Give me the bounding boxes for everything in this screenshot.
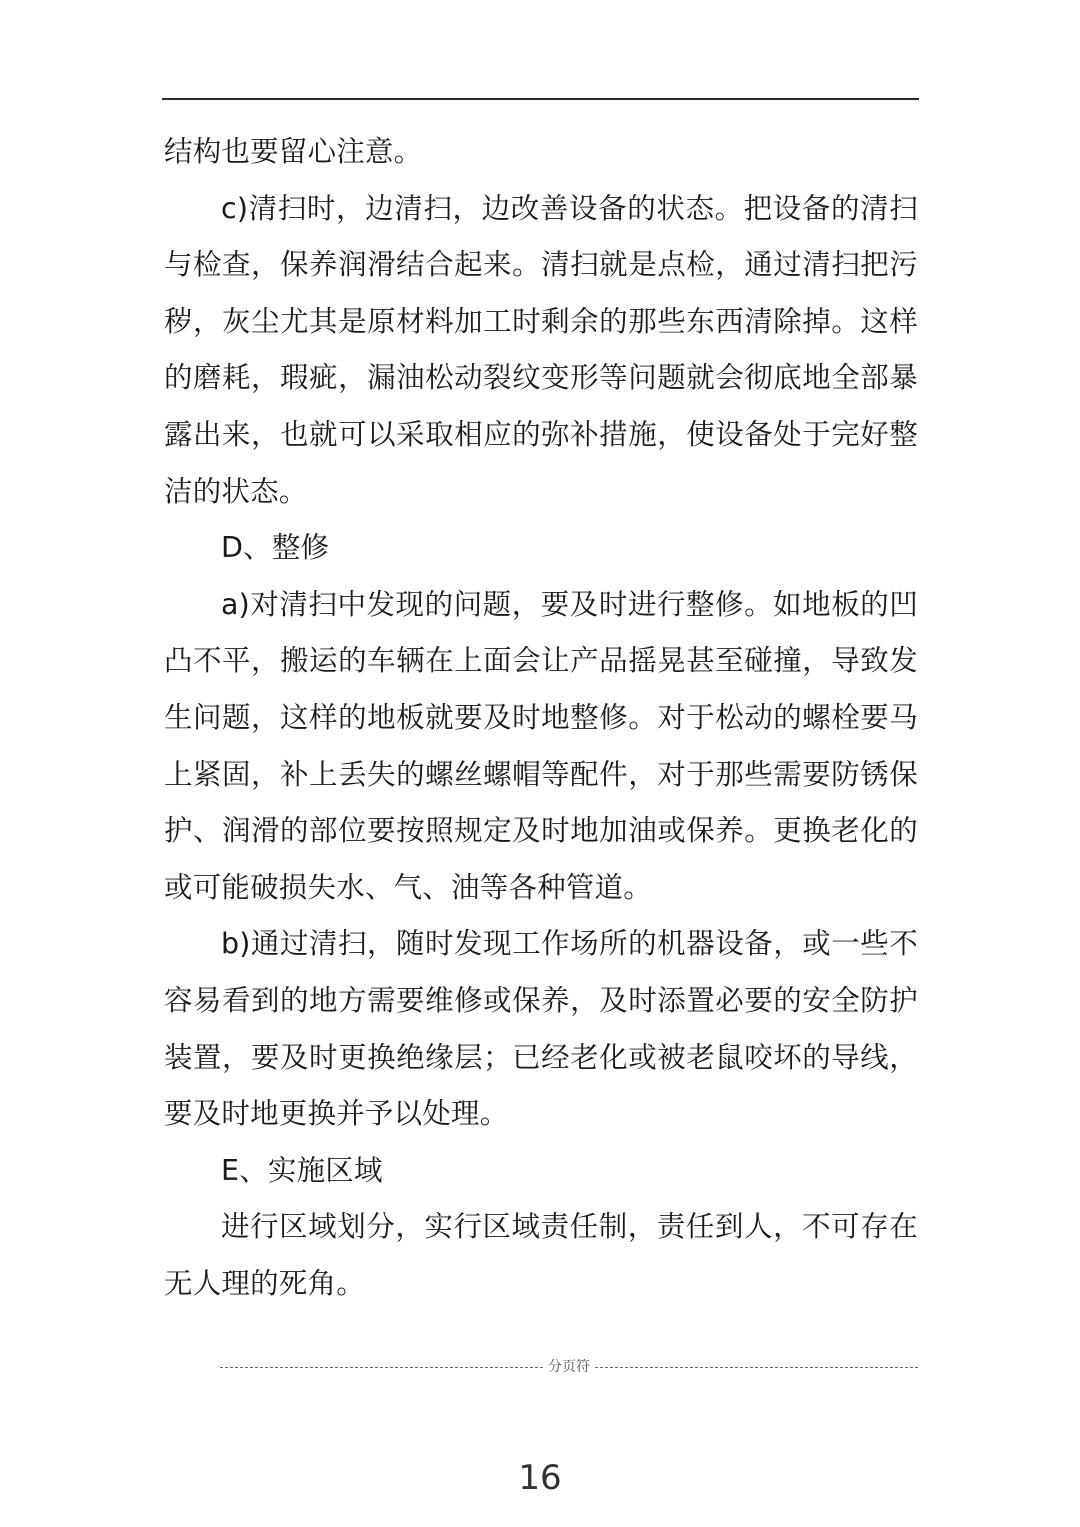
page-number: 16 (518, 1458, 562, 1498)
section-heading-area: E、实施区域 (221, 1153, 383, 1187)
paragraph-repair-a: a)对清扫中发现的问题，要及时进行整修。如地板的凹凸不平，搬运的车辆在上面会让产品摇晃甚至碰撞，导致发生问题，这样的地板就要及时地整修。对于松动的螺栓要马上紧固，补上丢失的螺丝螺帽等配件，对于那些需要防锈保护、润滑的部位要按照规定及时地加油或保养。更换老化的或可能破损失水、气、油等各种管道。 (164, 587, 918, 904)
header-rule (162, 98, 919, 100)
paragraph-cleaning-c: c)清扫时，边清扫，边改善设备的状态。把设备的清扫与检查，保养润滑结合起来。清扫就是点检，通过清扫把污秽，灰尘尤其是原材料加工时剩余的那些东西清除掉。这样的磨耗，瑕疵，漏油松动裂纹变形等问题就会彻底地全部暴露出来，也就可以采取相应的弥补措施，使设备处于完好整洁的状态。 (164, 191, 918, 508)
paragraph-repair-b: b)通过清扫，随时发现工作场所的机器设备，或一些不容易看到的地方需要维修或保养，及时添置必要的安全防护装置，要及时更换绝缘层；已经老化或被老鼠咬坏的导线，要及时地更换并予以处理。 (164, 927, 918, 1131)
page-break-label: 分页符 (544, 1356, 594, 1378)
paragraph-area: 进行区域划分，实行区域责任制，责任到人，不可存在无人理的死角。 (164, 1210, 918, 1300)
document-body (164, 124, 918, 1312)
section-heading-repair: D、整修 (221, 531, 330, 565)
paragraph-continuation: 结构也要留心注意。 (164, 135, 423, 168)
page-break-marker (220, 1356, 918, 1378)
